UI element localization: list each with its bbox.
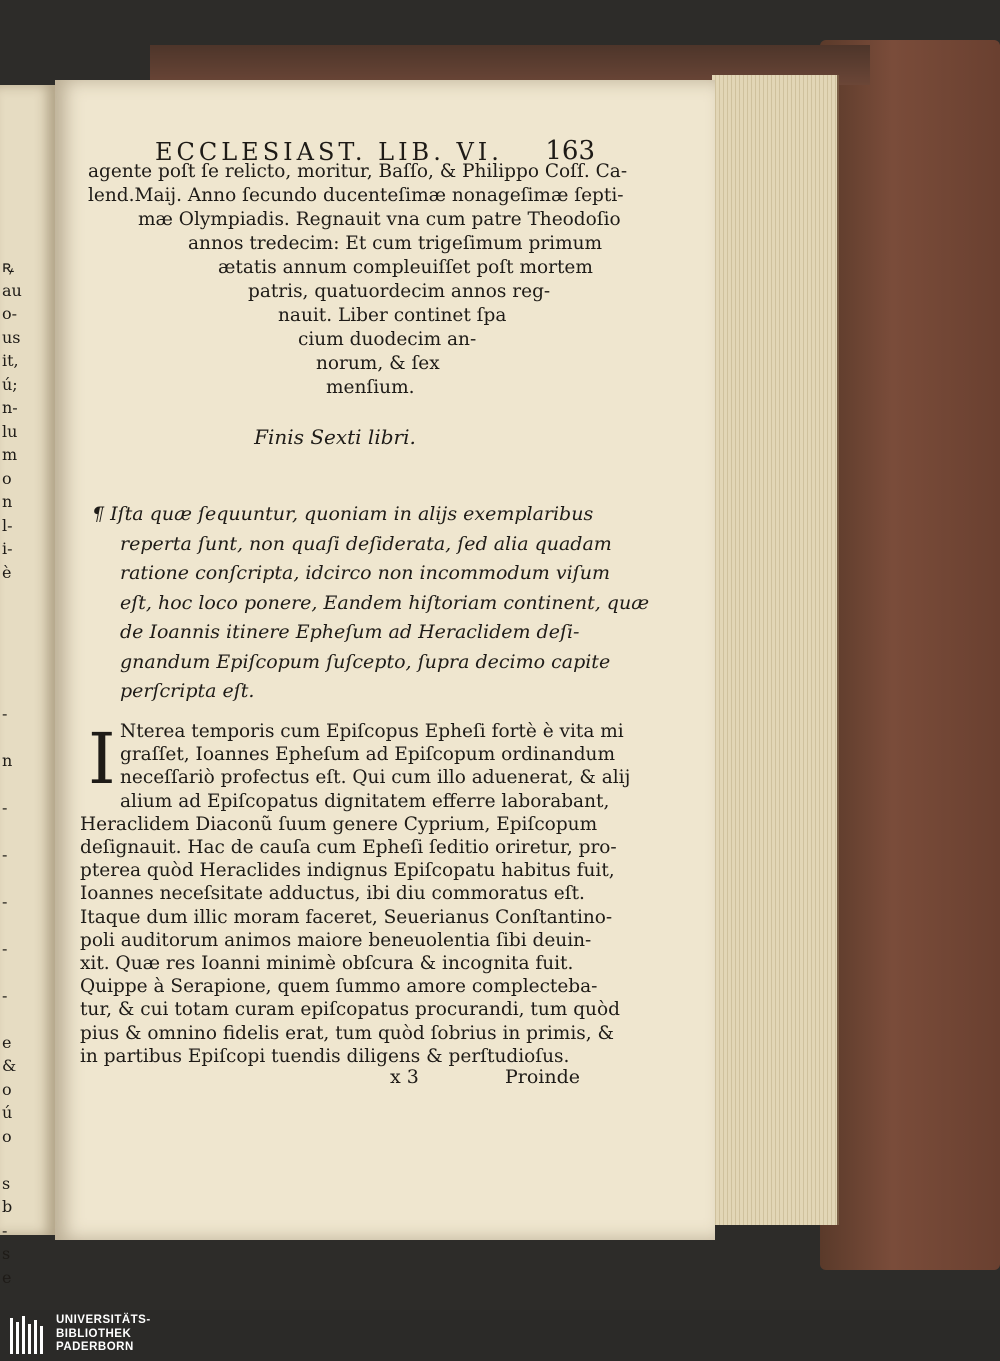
book-cover-edge — [820, 40, 1000, 1270]
logo-line: UNIVERSITÄTS- — [56, 1314, 151, 1326]
left-edge-fragment: n — [2, 750, 13, 770]
left-edge-fragment: us — [2, 327, 21, 347]
text-line: poli auditorum animos maiore beneuolentia ſibi deuin- — [80, 929, 592, 951]
left-edge-fragment: o — [2, 1079, 12, 1099]
editorial-note — [92, 500, 650, 707]
left-edge-fragment — [2, 819, 42, 843]
text-line: ætatis annum compleuiſſet poſt mortem — [218, 257, 593, 278]
text-line: nauit. Liber continet ſpa — [278, 305, 507, 326]
left-edge-fragment: è — [2, 562, 12, 582]
left-edge-fragment: o- — [2, 304, 18, 323]
left-edge-fragment — [2, 772, 42, 796]
text-line: pterea quòd Heraclides indignus Epiſcopatu habitus fuit, — [80, 860, 615, 882]
book-end-text — [88, 160, 628, 400]
left-edge-fragment — [2, 866, 42, 890]
text-line: tur, & cui totam curam epiſcopatus procurandi, tum quòd — [80, 999, 620, 1021]
text-line: menſium. — [326, 377, 415, 398]
left-edge-fragment: - — [2, 891, 8, 911]
left-edge-fragment — [2, 631, 42, 655]
text-line: mæ Olympiadis. Regnauit vna cum patre Theodoſio — [138, 209, 621, 230]
note-line: ratione conſcripta, idcirco non incommodum viſum — [120, 562, 610, 584]
page-number: 163 — [545, 136, 595, 166]
left-edge-fragment: ꝶ — [2, 257, 15, 276]
left-edge-fragment: s — [2, 1244, 11, 1263]
left-edge-fragment: s — [2, 1173, 11, 1193]
left-page-edge-text — [2, 255, 42, 1289]
left-edge-fragment: - — [2, 703, 8, 723]
text-line: cium duodecim an- — [298, 329, 477, 350]
logo-line: PADERBORN — [56, 1341, 134, 1353]
text-line: annos tredecim: Et cum trigeſimum primum — [188, 233, 603, 254]
note-line: de Ioannis itinere Epheſum ad Heraclidem deſi- — [120, 621, 580, 643]
left-edge-fragment — [2, 678, 42, 702]
left-edge-fragment: - — [2, 797, 8, 817]
text-line: in partibus Epiſcopi tuendis diligens & perſtudioſus. — [80, 1045, 570, 1067]
note-line: gnandum Epiſcopum ſuſcepto, ſupra decimo capite — [120, 650, 611, 673]
left-page-fragment — [0, 85, 55, 1287]
note-line: eſt, hoc loco ponere, Eandem hiſtoriam continent, quæ — [120, 591, 650, 614]
text-line: Ioannes neceſsitate adductus, ibi diu commoratus eſt. — [80, 883, 585, 905]
left-edge-fragment — [2, 913, 42, 937]
text-line: Quippe à Serapione, quem ſummo amore complecteba- — [80, 976, 598, 998]
text-line: graſſet, Ioannes Epheſum ad Epiſcopum ordinandum — [120, 744, 616, 766]
text-line: Itaque dum illic moram faceret, Seuerianus Conſtantino- — [80, 906, 613, 928]
left-edge-fragment: b — [2, 1197, 13, 1216]
left-edge-fragment — [2, 725, 42, 749]
note-line: perſcripta eſt. — [120, 680, 255, 702]
left-edge-fragment: o — [2, 468, 12, 488]
left-edge-fragment: it, — [2, 351, 19, 370]
note-line: reperta ſunt, non quaſi deſiderata, ſed alia quadam — [120, 532, 612, 555]
drop-capital: I — [88, 718, 116, 800]
finis-line: Finis Sexti libri. — [254, 425, 416, 449]
text-line: agente poſt ſe relicto, moritur, Baſſo, & Philippo Coſſ. Ca- — [88, 161, 628, 182]
left-edge-fragment: ú — [2, 1103, 13, 1122]
library-logo-text — [56, 1314, 151, 1355]
left-edge-fragment — [2, 655, 42, 679]
left-edge-fragment: e — [2, 1267, 12, 1287]
left-edge-fragment — [2, 1148, 42, 1172]
left-edge-fragment: n — [2, 492, 13, 511]
signature-mark: x 3 — [390, 1066, 419, 1088]
library-logo-bar — [0, 1310, 1000, 1361]
left-edge-fragment: ú; — [2, 374, 18, 394]
text-line: deſignauit. Hac de cauſa cum Epheſi ſeditio oriretur, pro- — [80, 837, 617, 859]
main-text — [80, 720, 631, 1068]
left-edge-fragment: - — [2, 844, 8, 864]
left-edge-fragment: & — [2, 1056, 17, 1075]
left-edge-fragment: - — [2, 938, 8, 958]
text-line: alium ad Epiſcopatus dignitatem efferre laborabant, — [120, 790, 610, 812]
left-edge-fragment: l- — [2, 515, 13, 535]
text-line: Heraclidem Diaconũ ſuum genere Cyprium, Epiſcopum — [80, 813, 598, 835]
text-line: patris, quatuordecim annos reg- — [248, 281, 551, 302]
left-edge-fragment — [2, 584, 42, 608]
text-line: Nterea temporis cum Epiſcopus Epheſi fortè è vita mi — [120, 721, 624, 742]
text-line: pius & omnino fidelis erat, tum quòd ſobrius in primis, & — [80, 1022, 614, 1044]
page-edges — [712, 75, 839, 1225]
left-edge-fragment: i- — [2, 539, 13, 558]
left-edge-fragment — [2, 960, 42, 984]
text-line: neceſſariò profectus eſt. Qui cum illo aduenerat, & alij — [120, 767, 631, 789]
catchword: Proinde — [504, 1066, 580, 1088]
left-edge-fragment: o — [2, 1126, 12, 1146]
left-edge-fragment: e — [2, 1032, 12, 1052]
note-line: ¶ Iſta quæ ſequuntur, quoniam in alijs exemplaribus — [92, 503, 594, 525]
left-edge-fragment: - — [2, 1220, 8, 1240]
left-edge-fragment: lu — [2, 421, 18, 441]
left-edge-fragment: au — [2, 280, 22, 300]
text-line: lend.Maij. Anno ſecundo ducenteſimæ nonageſimæ ſepti- — [88, 185, 624, 206]
text-line: norum, & ſex — [316, 353, 440, 374]
left-edge-fragment — [2, 1007, 42, 1031]
left-edge-fragment: m — [2, 445, 18, 464]
text-line: xit. Quæ res Ioanni minimè obſcura & incognita fuit. — [80, 953, 574, 975]
left-edge-fragment: - — [2, 985, 8, 1005]
logo-line: BIBLIOTHEK — [56, 1327, 132, 1340]
running-title: ECCLESIAST. LIB. VI. — [155, 138, 503, 166]
left-edge-fragment — [2, 608, 42, 632]
library-logo-icon — [8, 1314, 48, 1358]
left-edge-fragment: n- — [2, 398, 18, 417]
